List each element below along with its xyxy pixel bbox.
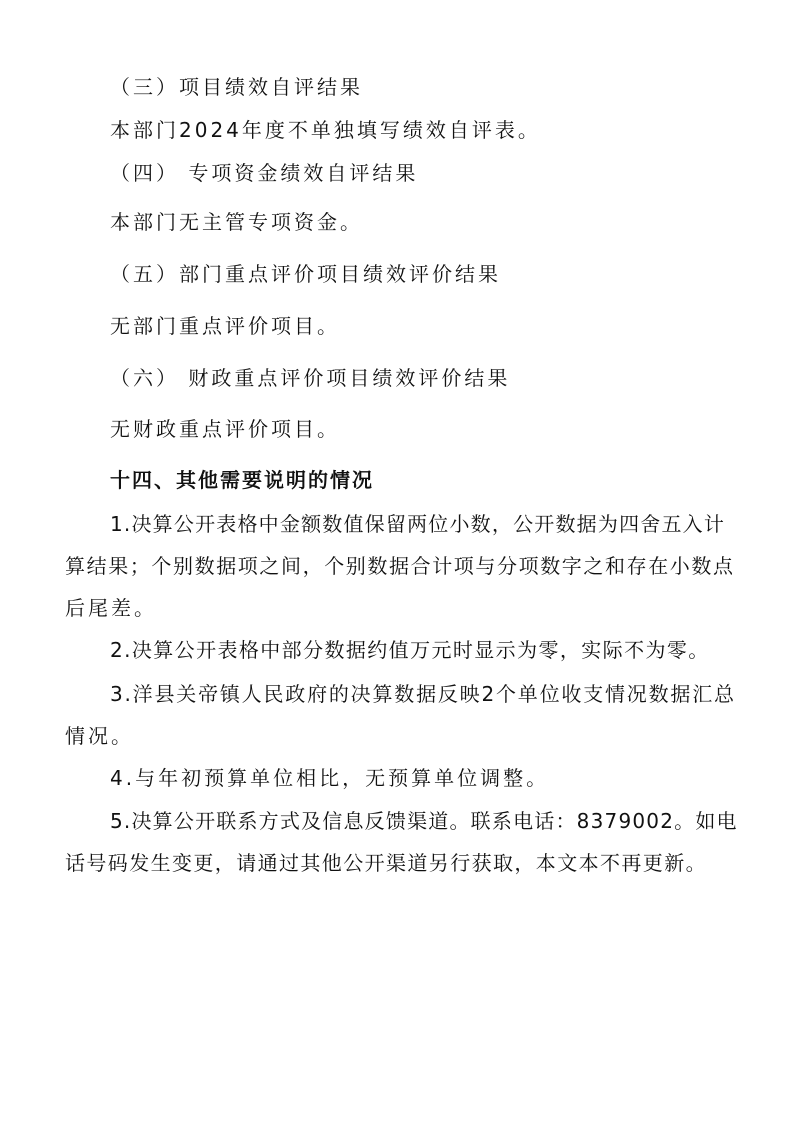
- item-3-line-1: 3.洋县关帝镇人民政府的决算数据反映2个单位收支情况数据汇总: [110, 682, 736, 706]
- item-4-line-1: 4.与年初预算单位相比，无预算单位调整。: [110, 766, 550, 790]
- section-3-body: 本部门2024年度不单独填写绩效自评表。: [110, 118, 541, 142]
- section-6-body: 无财政重点评价项目。: [110, 417, 340, 441]
- item-3-line-2: 情况。: [65, 724, 134, 748]
- section-3-title: （三）项目绩效自评结果: [110, 75, 363, 99]
- item-1-line-1: 1.决算公开表格中金额数值保留两位小数，公开数据为四舍五入计: [110, 512, 726, 536]
- item-2-line-1: 2.决算公开表格中部分数据约值万元时显示为零，实际不为零。: [110, 638, 710, 662]
- item-5-line-2: 话号码发生变更，请通过其他公开渠道另行获取，本文本不再更新。: [65, 851, 707, 875]
- section-4-title: （四） 专项资金绩效自评结果: [110, 161, 419, 185]
- item-1-line-2: 算结果；个别数据项之间，个别数据合计项与分项数字之和存在小数点: [65, 554, 735, 578]
- item-1-line-3: 后尾差。: [65, 596, 157, 620]
- section-6-title: （六） 财政重点评价项目绩效评价结果: [110, 366, 511, 390]
- chapter-14-heading: 十四、其他需要说明的情况: [110, 468, 374, 492]
- section-5-body: 无部门重点评价项目。: [110, 314, 340, 338]
- item-5-line-1: 5.决算公开联系方式及信息反馈渠道。联系电话：8379002。如电: [110, 809, 738, 833]
- section-4-body: 本部门无主管专项资金。: [110, 210, 363, 234]
- section-5-title: （五）部门重点评价项目绩效评价结果: [110, 262, 501, 286]
